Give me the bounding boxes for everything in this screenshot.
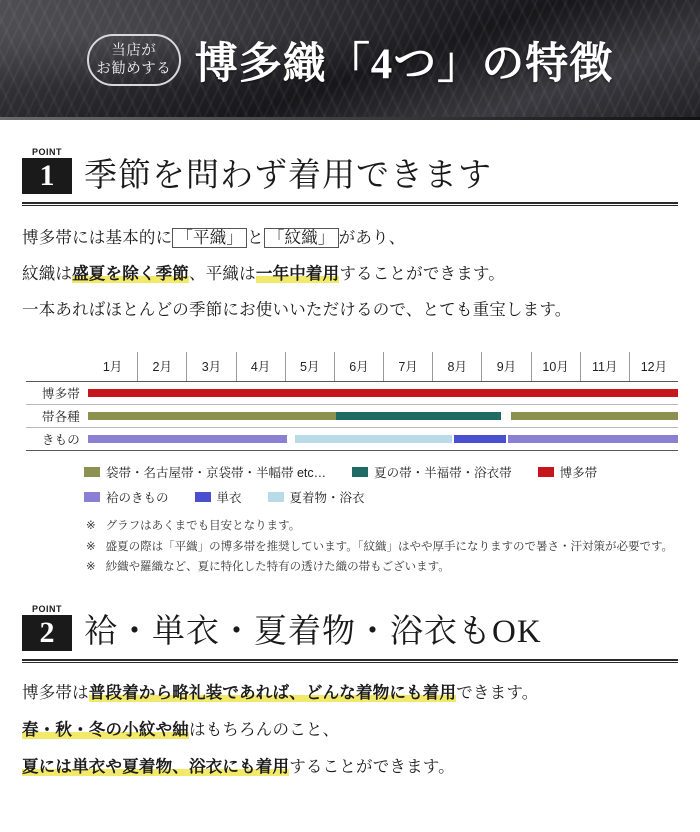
legend-label: 袋帯・名古屋帯・京袋帯・半幅帯 etc… xyxy=(106,466,327,481)
point2-badge xyxy=(22,605,72,651)
chart-month-label: 3月 xyxy=(186,352,235,381)
legend-row xyxy=(84,463,678,481)
text-run: 、平織は xyxy=(189,265,256,284)
point1-badge-label: POINT xyxy=(31,147,62,157)
legend-swatch xyxy=(84,467,100,477)
recommend-badge-line2: お勧めする xyxy=(96,61,172,77)
chart-note xyxy=(86,516,678,536)
text-run: 一本あればほとんどの季節にお使いいただけるので、とても重宝します。 xyxy=(22,301,572,320)
chart-month-label: 4月 xyxy=(236,352,285,381)
chart-month-label: 7月 xyxy=(383,352,432,381)
legend-item xyxy=(268,488,365,506)
text-run: はもちろんのこと、 xyxy=(189,720,340,739)
point2-paragraph xyxy=(22,677,678,784)
note-mark: ※ xyxy=(86,540,96,553)
text-run: 博多帯には基本的に xyxy=(22,228,173,247)
chart-corner xyxy=(26,352,88,381)
chart-bar-segment xyxy=(88,389,678,397)
point2-heading xyxy=(22,605,678,661)
chart-bar-segment xyxy=(88,435,287,443)
point2-title: 袷・単衣・夏着物・浴衣もOK xyxy=(84,614,542,651)
chart-row-label: 博多帯 xyxy=(41,387,80,402)
point1-title: 季節を問わず着用できます xyxy=(84,157,492,194)
chart-month-label: 12月 xyxy=(629,352,678,381)
chart-bar-segment xyxy=(336,412,501,420)
note-mark: ※ xyxy=(86,520,96,533)
season-chart xyxy=(22,352,678,576)
chart-note xyxy=(86,537,678,557)
chart-month-label: 11月 xyxy=(580,352,629,381)
note-mark: ※ xyxy=(86,560,96,573)
chart-bar-segment xyxy=(454,435,506,443)
paragraph-line xyxy=(22,294,678,326)
recommend-badge-line1: 当店が xyxy=(111,42,157,59)
chart-row-label: 帯各種 xyxy=(41,410,80,425)
chart-month-header xyxy=(26,352,678,382)
text-run: することができます。 xyxy=(289,758,455,777)
highlighted-text: 普段着から略礼装であれば、どんな着物にも着用 xyxy=(88,683,457,702)
legend-swatch xyxy=(268,492,284,502)
legend-swatch xyxy=(84,492,100,502)
chart-month-label: 5月 xyxy=(285,352,334,381)
note-text: 紗織や羅織など、夏に特化した特有の透けた織の帯もございます。 xyxy=(105,560,450,573)
chart-month-label: 2月 xyxy=(137,352,186,381)
legend-label: 袷のきもの xyxy=(106,491,169,506)
chart-row xyxy=(26,382,678,404)
chart-month-label: 6月 xyxy=(334,352,383,381)
legend-swatch xyxy=(195,492,211,502)
chart-bar-segment xyxy=(511,412,678,420)
chart-bar-segment xyxy=(508,435,678,443)
page-title: 博多織「4つ」の特徴 xyxy=(194,40,614,88)
chart-rows xyxy=(26,382,678,450)
chart-month-label: 8月 xyxy=(432,352,481,381)
legend-label: 単衣 xyxy=(216,491,242,506)
legend-label: 夏着物・浴衣 xyxy=(289,491,365,506)
note-text: グラフはあくまでも目安となります。 xyxy=(105,520,301,533)
boxed-term: 「紋織」 xyxy=(264,228,339,248)
paragraph-line xyxy=(22,258,678,290)
chart-row-track xyxy=(88,405,678,427)
chart-month-label: 10月 xyxy=(531,352,580,381)
chart-note xyxy=(86,557,678,577)
text-run: することができます。 xyxy=(339,265,506,284)
paragraph-line xyxy=(22,677,678,709)
legend-item xyxy=(352,463,512,481)
legend-item xyxy=(195,488,242,506)
chart-row-label: きもの xyxy=(41,433,80,448)
highlighted-text: 春・秋・冬の小紋や紬 xyxy=(22,720,189,739)
chart-row xyxy=(26,405,678,427)
chart-row-track xyxy=(88,428,678,450)
page-content xyxy=(0,148,700,783)
legend-item xyxy=(84,463,326,481)
text-run: できます。 xyxy=(456,683,539,702)
highlighted-text: 一年中着用 xyxy=(255,265,340,284)
boxed-term: 「平織」 xyxy=(172,228,247,248)
header-banner xyxy=(0,0,700,120)
legend-item xyxy=(538,463,598,481)
chart-row xyxy=(26,428,678,450)
legend-item xyxy=(84,488,169,506)
text-run: 博多帯は xyxy=(22,683,89,702)
point1-paragraph xyxy=(22,222,678,327)
legend-row xyxy=(84,488,678,506)
note-text: 盛夏の際は「平織」の博多帯を推奨しています。「紋織」はやや厚手になりますので暑さ・汗対策が必要です。 xyxy=(105,540,674,553)
highlighted-text: 夏には単衣や夏着物、浴衣にも着用 xyxy=(22,758,290,777)
text-run: があり、 xyxy=(338,228,406,247)
chart-bottom-rule xyxy=(26,450,678,451)
legend-label: 夏の帯・半福帯・浴衣帯 xyxy=(374,466,512,481)
text-run: と xyxy=(247,228,264,247)
highlighted-text: 盛夏を除く季節 xyxy=(72,265,190,284)
point1-badge xyxy=(22,148,72,194)
chart-bar-segment xyxy=(295,435,452,443)
chart-bar-segment xyxy=(88,412,336,420)
chart-month-label: 9月 xyxy=(481,352,530,381)
chart-legend xyxy=(26,463,678,506)
paragraph-line xyxy=(22,714,678,746)
legend-swatch xyxy=(538,467,554,477)
chart-row-track xyxy=(88,382,678,404)
paragraph-line xyxy=(22,222,678,254)
recommend-badge xyxy=(87,34,181,86)
paragraph-line xyxy=(22,751,678,783)
point2-badge-label: POINT xyxy=(31,603,62,614)
legend-label: 博多帯 xyxy=(559,466,598,481)
text-run: 紋織は xyxy=(22,265,73,284)
legend-swatch xyxy=(352,467,368,477)
point1-heading xyxy=(22,148,678,204)
chart-notes xyxy=(26,516,678,576)
point2-badge-number: 2 xyxy=(22,615,72,651)
point1-badge-number: 1 xyxy=(22,158,72,194)
chart-month-label: 1月 xyxy=(102,360,123,375)
